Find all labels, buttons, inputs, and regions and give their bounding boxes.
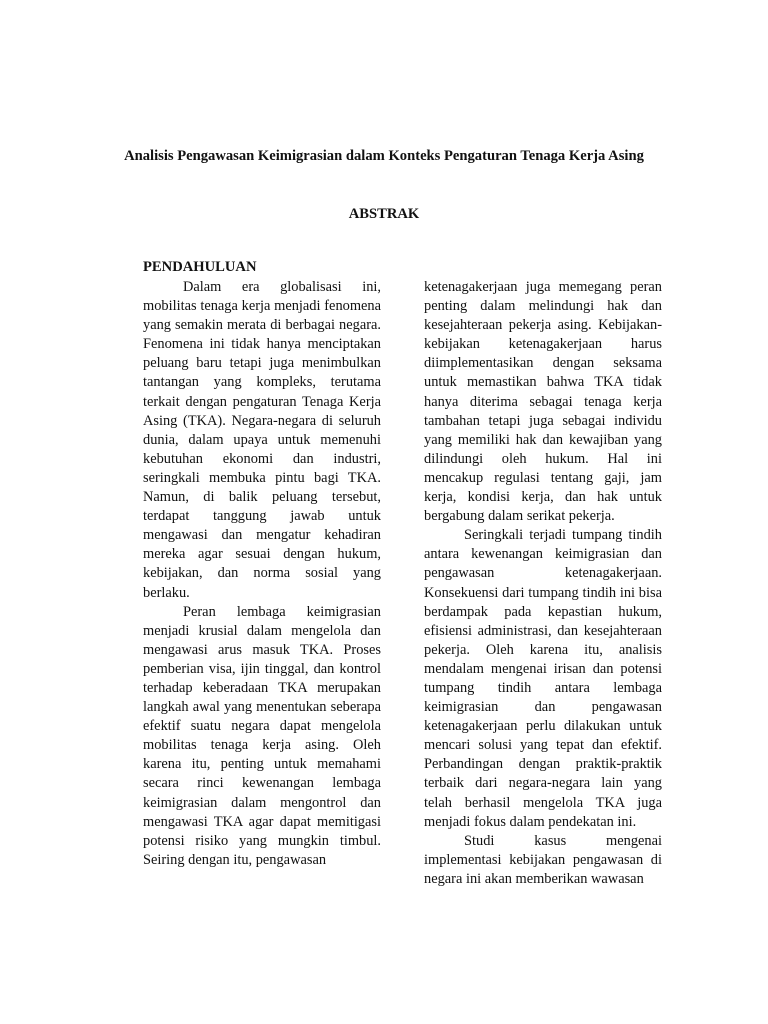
right-column xyxy=(424,278,662,889)
paragraph: Seringkali terjadi tumpang tindih antara kewenangan keimigrasian dan pengawasan ketenagakerjaan. Konsekuensi dari tumpang tindih ini bisa berdampak pada kepastian hukum, efisiensi administrasi, dan kesejahteraan pekerja. Oleh karena itu, analisis mendalam mengenai irisan dan potensi tumpang tindih antara lembaga keimigrasian dan pengawasan ketenagakerjaan perlu dilakukan untuk mencari solusi yang tepat dan efektif. Perbandingan dengan praktik-praktik terbaik dari negara-negara lain yang telah berhasil mengelola TKA juga menjadi fokus dalam pendekatan ini. xyxy=(424,527,662,830)
document-title: Analisis Pengawasan Keimigrasian dalam Konteks Pengaturan Tenaga Kerja Asing xyxy=(124,148,644,164)
paragraph-continuation: ketenagakerjaan juga memegang peran penting dalam melindungi hak dan kesejahteraan pekerja asing. Kebijakan-kebijakan ketenagakerjaan harus diimplementasikan dengan seksama untuk memastikan bahwa TKA tidak hanya diterima sebagai tenaga kerja tambahan tetapi juga sebagai individu yang memiliki hak dan kewajiban yang dilindungi oleh hukum. Hal ini mencakup regulasi tentang gaji, jam kerja, kondisi kerja, dan hak untuk bergabung dalam serikat pekerja. xyxy=(424,279,662,525)
left-column xyxy=(143,278,381,870)
paragraph: Dalam era globalisasi ini, mobilitas tenaga kerja menjadi fenomena yang semakin merata di berbagai negara. Fenomena ini tidak hanya menciptakan peluang baru tetapi juga menimbulkan tantangan yang kompleks, terutama terkait dengan pengaturan Tenaga Kerja Asing (TKA). Negara-negara di seluruh dunia, dalam upaya untuk memenuhi kebutuhan ekonomi dan industri, seringkali membuka pintu bagi TKA. Namun, di balik peluang tersebut, terdapat tanggung jawab untuk mengawasi dan mengatur kehadiran mereka agar sesuai dengan hukum, kebijakan, dan norma sosial yang berlaku. xyxy=(143,279,381,601)
paragraph: Peran lembaga keimigrasian menjadi krusial dalam mengelola dan mengawasi arus masuk TKA. Proses pemberian visa, ijin tinggal, dan kontrol terhadap keberadaan TKA merupakan langkah awal yang menentukan seberapa efektif suatu negara dapat mengelola mobilitas tenaga kerja asing. Oleh karena itu, penting untuk memahami secara rinci kewenangan lembaga keimigrasian dalam mengontrol dan mengawasi TKA agar dapat memitigasi potensi risiko yang mungkin timbul. Seiring dengan itu, pengawasan xyxy=(143,603,381,868)
section-heading: PENDAHULUAN xyxy=(143,259,257,275)
abstract-heading: ABSTRAK xyxy=(348,206,420,222)
paragraph: Studi kasus mengenai implementasi kebijakan pengawasan di negara ini akan memberikan wawasan xyxy=(424,832,662,887)
